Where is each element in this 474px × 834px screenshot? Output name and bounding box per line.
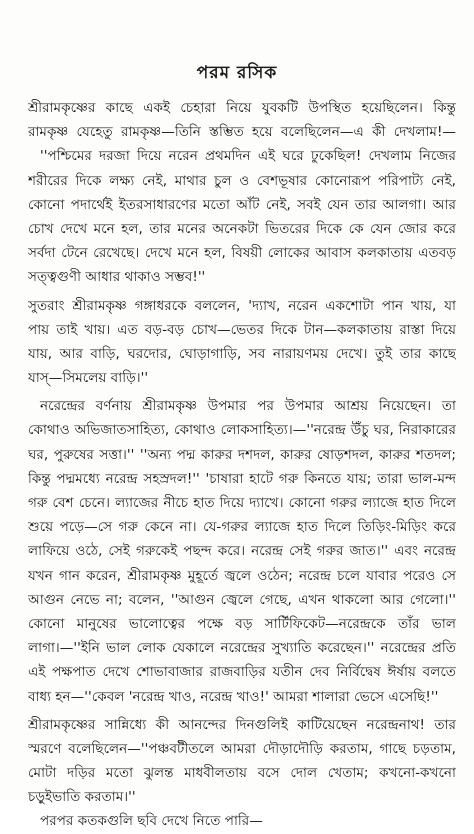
body-text xyxy=(28,96,456,834)
text-line: যায়, আর বাড়ি, ঘরদোর, ঘোড়াগাড়ি, সব নারায়ণময় দেখে। তুই তার কাছে xyxy=(28,345,456,362)
text-line: নরেন্দ্রের বর্ণনায় শ্রীরামকৃষ্ণ উপমার পর উপমার আশ্রয় নিয়েছেন। তা xyxy=(40,398,456,415)
text-line: সত্ত্বগুণী আধার থাকাও সম্ভব!'' xyxy=(28,269,206,286)
text-line: শ্রীরামকৃষ্ণের সান্নিধ্যে কী আনন্দের দিনগুলিই কাটিয়েছেন নরেন্দ্রনাথ! তার xyxy=(28,716,456,733)
text-line: স্মরণে বলেছিলেন—''পঞ্চবটীতলে আমরা দৌড়াদৌড়ি করতাম, গাছে চড়তাম, xyxy=(28,740,456,757)
text-line: চোখ দেখে মনে হল, তার মনের অনেকটা ভিতরের দিকে কে যেন জোর করে xyxy=(28,220,456,237)
text-line: শুয়ে পড়ে—সে গরু কেনে না। যে-গরুর ল্যাজে হাত দিলে তিড়িং-মিড়িং করে xyxy=(28,519,456,536)
text-line: ঘর, পুরুষের সত্তা।'' ''অন্য পদ্ম কারুর দশদল, কারুর ষোড়শদল, কারুর শতদল; xyxy=(28,446,456,463)
text-line: বাধ্য হন—''কেবল 'নরেন্দ্র খাও, নরেন্দ্র খাও!' আমরা শালারা ভেসে এসেছি!'' xyxy=(28,688,439,705)
chapter-title: পরম রসিক xyxy=(196,63,278,83)
text-line: শরীরের দিকে লক্ষ্য নেই, মাথার চুল ও বেশভূষার কোনোরূপ পরিপাট্য নেই, xyxy=(28,172,456,189)
text-line: মোটা দড়ির মতো ঝুলন্ত মাধবীলতায় বসে দোল খেতাম; কখনো-কখনো xyxy=(28,765,456,782)
text-line: আগুন নেভে না; বলেন, ''আগুন জ্বেলে গেছে, এখন থাকলো আর গেলো।'' xyxy=(28,591,456,608)
text-line: চড়ুইভাতি করতাম।'' xyxy=(28,789,136,806)
text-line: কোথাও অভিজাতসাহিত্য, কোথাও লোকসাহিত্য।—''নরেন্দ্র উঁচু ঘর, নিরাকারের xyxy=(28,422,456,439)
text-line: কোনো মানুষের ভালোত্বের পক্ষে বড় সার্টিফিকেট—নরেন্দ্রকে তাঁর ভাল xyxy=(28,615,456,632)
text-line: পরপর কতকগুলি ছবি দেখে নিতে পারি— xyxy=(40,813,263,830)
text-line: পায় তাই খায়। এত বড়-বড় চোখ—ভেতর দিকে টান—কলকাতায় রাস্তা দিয়ে xyxy=(28,321,456,338)
text-line: কিন্তু পদ্মমধ্যে নরেন্দ্র সহস্রদল!'' 'চাষারা হাটে গরু কিনতে যায়; তারা ভাল-মন্দ xyxy=(28,470,456,487)
text-line: ''পশ্চিমের দরজা দিয়ে নরেন প্রথমদিন এই ঘরে ঢুকেছিল! দেখলাম নিজের xyxy=(40,148,456,165)
text-line: শ্রীরামকৃষ্ণের কাছে একই চেহারা নিয়ে যুবকটি উপস্থিত হয়েছিলেন। কিন্তু xyxy=(28,100,456,116)
text-line: রামকৃষ্ণ যেহেতু রামকৃষ্ণ—তিনি স্তম্ভিত হয়ে বলেছিলেন—এ কী দেখলাম!— xyxy=(28,124,456,141)
text-line: এই পক্ষপাত দেখে শোভাবাজার রাজবাড়ির যতীন দেব নির্বিদ্বেষ ঈর্ষায় বলতে xyxy=(28,664,456,681)
text-line: লাগা।—''ইনি ভাল লোক যেকালে নরেন্দ্রের সুখ্যাতি করেছেন।'' নরেন্দ্রের প্রতি xyxy=(28,640,456,657)
text-line: যাস্—সিমলেয় বাড়ি।'' xyxy=(28,370,149,387)
text-line: সুতরাং শ্রীরামকৃষ্ণ গঙ্গাধরকে বললেন, 'দ্যাখ, নরেন একশোটা পান খায়, যা xyxy=(28,297,456,314)
text-line: কোনো পদার্থেই ইতরসাধারণের মতো আঁট নেই, সবই যেন তার আলগা। আর xyxy=(28,196,456,213)
text-line: সর্বদা টেনে রেখেছে। দেখে মনে হল, বিষয়ী লোকের আবাস কলকাতায় এতবড় xyxy=(28,245,456,262)
text-line: গরু বেশ চেনে। ল্যাজের নীচে হাত দিয়ে দ্যাখে। কোনো গরুর ল্যাজে হাত দিলে xyxy=(28,495,456,511)
text-line: যখন গান করেন, শ্রীরামকৃষ্ণ মুহূর্তে জ্বলে ওঠেন; নরেন্দ্র চলে যাবার পরেও সে xyxy=(28,567,456,584)
text-line: লাফিয়ে ওঠে, সেই গরুকেই পছন্দ করে। নরেন্দ্র সেই গরুর জাত।'' এবং নরেন্দ্র xyxy=(28,543,456,560)
